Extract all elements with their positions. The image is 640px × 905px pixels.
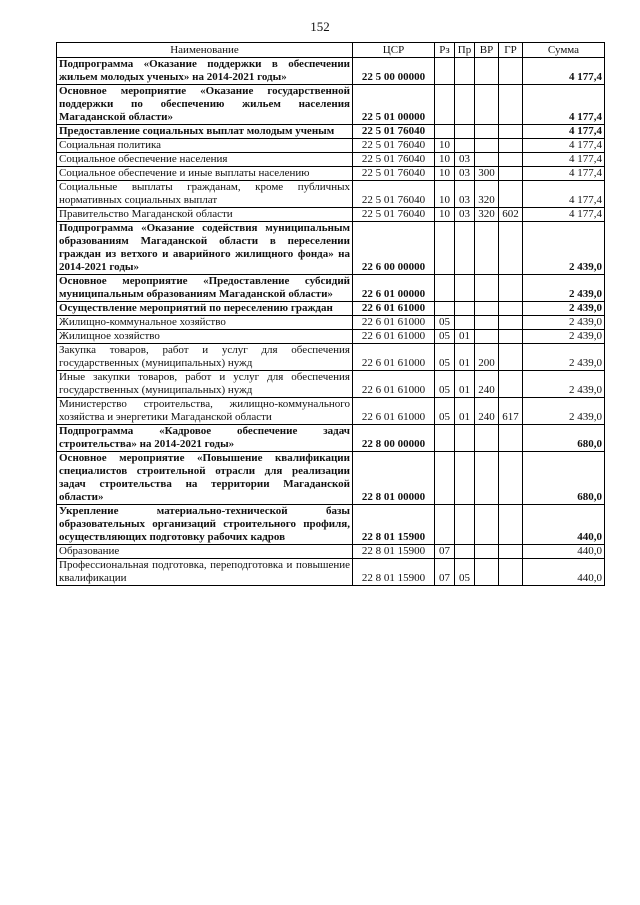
cell-csr: 22 5 00 00000 bbox=[353, 58, 435, 85]
header-sum: Сумма bbox=[523, 43, 605, 58]
table-row bbox=[57, 58, 605, 85]
table-row bbox=[57, 545, 605, 559]
cell-vr bbox=[475, 85, 499, 125]
table-row bbox=[57, 316, 605, 330]
cell-sum: 2 439,0 bbox=[523, 302, 605, 316]
table-row bbox=[57, 371, 605, 398]
header-vr: ВР bbox=[475, 43, 499, 58]
table-body bbox=[57, 58, 605, 586]
cell-csr: 22 8 01 15900 bbox=[353, 559, 435, 586]
cell-sum: 2 439,0 bbox=[523, 316, 605, 330]
cell-rz bbox=[435, 58, 455, 85]
cell-name: Правительство Магаданской области bbox=[57, 208, 353, 222]
cell-pr bbox=[455, 452, 475, 505]
cell-gr bbox=[499, 181, 523, 208]
header-name: Наименование bbox=[57, 43, 353, 58]
cell-rz: 05 bbox=[435, 316, 455, 330]
cell-pr bbox=[455, 125, 475, 139]
cell-vr bbox=[475, 275, 499, 302]
cell-sum: 680,0 bbox=[523, 425, 605, 452]
cell-pr bbox=[455, 85, 475, 125]
budget-table bbox=[56, 42, 605, 586]
cell-vr bbox=[475, 125, 499, 139]
cell-csr: 22 5 01 76040 bbox=[353, 125, 435, 139]
cell-vr bbox=[475, 505, 499, 545]
cell-vr: 320 bbox=[475, 181, 499, 208]
cell-pr: 03 bbox=[455, 181, 475, 208]
cell-pr bbox=[455, 545, 475, 559]
cell-sum: 4 177,4 bbox=[523, 208, 605, 222]
cell-name: Основное мероприятие «Предоставление субсидий муниципальным образованиям Магаданской области» bbox=[57, 275, 353, 302]
cell-sum: 4 177,4 bbox=[523, 58, 605, 85]
cell-name: Закупка товаров, работ и услуг для обеспечения государственных (муниципальных) нужд bbox=[57, 344, 353, 371]
cell-csr: 22 6 00 00000 bbox=[353, 222, 435, 275]
cell-sum: 2 439,0 bbox=[523, 222, 605, 275]
cell-sum: 680,0 bbox=[523, 452, 605, 505]
cell-name: Социальное обеспечение населения bbox=[57, 153, 353, 167]
cell-csr: 22 6 01 61000 bbox=[353, 330, 435, 344]
cell-name: Жилищное хозяйство bbox=[57, 330, 353, 344]
cell-sum: 440,0 bbox=[523, 559, 605, 586]
cell-csr: 22 6 01 00000 bbox=[353, 275, 435, 302]
cell-name: Образование bbox=[57, 545, 353, 559]
cell-sum: 4 177,4 bbox=[523, 167, 605, 181]
cell-rz: 10 bbox=[435, 139, 455, 153]
cell-vr bbox=[475, 58, 499, 85]
header-rz: Рз bbox=[435, 43, 455, 58]
table-row bbox=[57, 302, 605, 316]
cell-csr: 22 6 01 61000 bbox=[353, 344, 435, 371]
cell-vr bbox=[475, 316, 499, 330]
cell-pr bbox=[455, 505, 475, 545]
cell-gr bbox=[499, 505, 523, 545]
cell-pr bbox=[455, 58, 475, 85]
table-header-row bbox=[57, 43, 605, 58]
cell-rz: 10 bbox=[435, 181, 455, 208]
table-row bbox=[57, 398, 605, 425]
cell-gr bbox=[499, 139, 523, 153]
cell-sum: 4 177,4 bbox=[523, 153, 605, 167]
cell-rz bbox=[435, 275, 455, 302]
cell-gr bbox=[499, 167, 523, 181]
cell-vr bbox=[475, 222, 499, 275]
cell-gr bbox=[499, 545, 523, 559]
cell-sum: 440,0 bbox=[523, 545, 605, 559]
cell-sum: 4 177,4 bbox=[523, 181, 605, 208]
cell-csr: 22 8 01 15900 bbox=[353, 505, 435, 545]
cell-csr: 22 6 01 61000 bbox=[353, 302, 435, 316]
cell-sum: 2 439,0 bbox=[523, 398, 605, 425]
cell-name: Подпрограмма «Оказание содействия муниципальным образованиям Магаданской области в переселении граждан из ветхого и аварийного жилищного фонда» на 2014-2021 годы» bbox=[57, 222, 353, 275]
cell-vr: 240 bbox=[475, 371, 499, 398]
cell-name: Основное мероприятие «Повышение квалификации специалистов строительной отрасли для реализации задач строительства на территории Магаданской области» bbox=[57, 452, 353, 505]
cell-gr bbox=[499, 153, 523, 167]
cell-rz bbox=[435, 425, 455, 452]
cell-vr: 300 bbox=[475, 167, 499, 181]
cell-csr: 22 5 01 76040 bbox=[353, 139, 435, 153]
cell-sum: 2 439,0 bbox=[523, 344, 605, 371]
cell-csr: 22 6 01 61000 bbox=[353, 398, 435, 425]
cell-csr: 22 5 01 76040 bbox=[353, 208, 435, 222]
cell-gr bbox=[499, 316, 523, 330]
table-row bbox=[57, 139, 605, 153]
cell-name: Министерство строительства, жилищно-коммунального хозяйства и энергетики Магаданской области bbox=[57, 398, 353, 425]
cell-rz bbox=[435, 302, 455, 316]
cell-rz bbox=[435, 85, 455, 125]
cell-name: Профессиональная подготовка, переподготовка и повышение квалификации bbox=[57, 559, 353, 586]
cell-sum: 2 439,0 bbox=[523, 330, 605, 344]
cell-vr bbox=[475, 425, 499, 452]
table-row bbox=[57, 425, 605, 452]
cell-name: Укрепление материально-технической базы образовательных организаций строительного профиля, осуществляющих подготовку рабочих кадров bbox=[57, 505, 353, 545]
cell-rz: 05 bbox=[435, 330, 455, 344]
cell-sum: 4 177,4 bbox=[523, 139, 605, 153]
table-row bbox=[57, 330, 605, 344]
cell-gr bbox=[499, 371, 523, 398]
cell-name: Подпрограмма «Кадровое обеспечение задач строительства» на 2014-2021 годы» bbox=[57, 425, 353, 452]
cell-pr bbox=[455, 302, 475, 316]
cell-gr: 617 bbox=[499, 398, 523, 425]
cell-pr: 01 bbox=[455, 330, 475, 344]
cell-pr: 03 bbox=[455, 153, 475, 167]
header-csr: ЦСР bbox=[353, 43, 435, 58]
cell-csr: 22 8 01 15900 bbox=[353, 545, 435, 559]
cell-vr bbox=[475, 302, 499, 316]
cell-pr: 03 bbox=[455, 208, 475, 222]
table-row bbox=[57, 208, 605, 222]
cell-pr bbox=[455, 222, 475, 275]
cell-gr bbox=[499, 330, 523, 344]
cell-pr: 01 bbox=[455, 344, 475, 371]
table-row bbox=[57, 167, 605, 181]
cell-rz: 05 bbox=[435, 398, 455, 425]
cell-gr bbox=[499, 275, 523, 302]
cell-vr bbox=[475, 452, 499, 505]
table-row bbox=[57, 505, 605, 545]
cell-gr bbox=[499, 452, 523, 505]
cell-vr bbox=[475, 139, 499, 153]
cell-vr bbox=[475, 153, 499, 167]
table-row bbox=[57, 275, 605, 302]
header-pr: Пр bbox=[455, 43, 475, 58]
cell-sum: 440,0 bbox=[523, 505, 605, 545]
table-row bbox=[57, 222, 605, 275]
cell-csr: 22 5 01 76040 bbox=[353, 181, 435, 208]
cell-name: Социальная политика bbox=[57, 139, 353, 153]
cell-pr bbox=[455, 316, 475, 330]
cell-gr bbox=[499, 344, 523, 371]
cell-csr: 22 5 01 76040 bbox=[353, 167, 435, 181]
cell-vr bbox=[475, 559, 499, 586]
table-row bbox=[57, 559, 605, 586]
cell-sum: 2 439,0 bbox=[523, 275, 605, 302]
cell-pr: 01 bbox=[455, 398, 475, 425]
cell-rz: 10 bbox=[435, 153, 455, 167]
cell-gr bbox=[499, 222, 523, 275]
cell-csr: 22 6 01 61000 bbox=[353, 316, 435, 330]
cell-vr: 320 bbox=[475, 208, 499, 222]
cell-name: Жилищно-коммунальное хозяйство bbox=[57, 316, 353, 330]
cell-csr: 22 8 00 00000 bbox=[353, 425, 435, 452]
cell-name: Предоставление социальных выплат молодым ученым bbox=[57, 125, 353, 139]
cell-gr bbox=[499, 125, 523, 139]
header-gr: ГР bbox=[499, 43, 523, 58]
cell-pr: 01 bbox=[455, 371, 475, 398]
cell-pr bbox=[455, 275, 475, 302]
table-row bbox=[57, 85, 605, 125]
cell-gr bbox=[499, 58, 523, 85]
cell-gr: 602 bbox=[499, 208, 523, 222]
cell-rz: 10 bbox=[435, 208, 455, 222]
cell-vr: 240 bbox=[475, 398, 499, 425]
cell-gr bbox=[499, 85, 523, 125]
cell-rz bbox=[435, 452, 455, 505]
cell-rz bbox=[435, 125, 455, 139]
cell-name: Осуществление мероприятий по переселению граждан bbox=[57, 302, 353, 316]
cell-pr bbox=[455, 139, 475, 153]
cell-rz: 05 bbox=[435, 344, 455, 371]
page-number: 152 bbox=[310, 19, 330, 34]
cell-name: Социальные выплаты гражданам, кроме публичных нормативных социальных выплат bbox=[57, 181, 353, 208]
cell-sum: 4 177,4 bbox=[523, 125, 605, 139]
table-row bbox=[57, 153, 605, 167]
cell-vr bbox=[475, 545, 499, 559]
cell-name: Основное мероприятие «Оказание государственной поддержки по обеспечению жильем населения Магаданской области» bbox=[57, 85, 353, 125]
cell-csr: 22 5 01 76040 bbox=[353, 153, 435, 167]
cell-vr bbox=[475, 330, 499, 344]
cell-rz: 10 bbox=[435, 167, 455, 181]
cell-sum: 2 439,0 bbox=[523, 371, 605, 398]
cell-sum: 4 177,4 bbox=[523, 85, 605, 125]
cell-csr: 22 5 01 00000 bbox=[353, 85, 435, 125]
cell-gr bbox=[499, 302, 523, 316]
cell-csr: 22 6 01 61000 bbox=[353, 371, 435, 398]
cell-name: Подпрограмма «Оказание поддержки в обеспечении жильем молодых ученых» на 2014-2021 годы» bbox=[57, 58, 353, 85]
cell-rz: 07 bbox=[435, 559, 455, 586]
table-row bbox=[57, 452, 605, 505]
cell-vr: 200 bbox=[475, 344, 499, 371]
table-row bbox=[57, 181, 605, 208]
cell-name: Социальное обеспечение и иные выплаты населению bbox=[57, 167, 353, 181]
cell-gr bbox=[499, 559, 523, 586]
cell-rz: 07 bbox=[435, 545, 455, 559]
cell-rz: 05 bbox=[435, 371, 455, 398]
cell-name: Иные закупки товаров, работ и услуг для обеспечения государственных (муниципальных) нужд bbox=[57, 371, 353, 398]
cell-rz bbox=[435, 505, 455, 545]
cell-pr: 03 bbox=[455, 167, 475, 181]
cell-gr bbox=[499, 425, 523, 452]
table-row bbox=[57, 125, 605, 139]
cell-csr: 22 8 01 00000 bbox=[353, 452, 435, 505]
cell-rz bbox=[435, 222, 455, 275]
table-row bbox=[57, 344, 605, 371]
cell-pr: 05 bbox=[455, 559, 475, 586]
cell-pr bbox=[455, 425, 475, 452]
